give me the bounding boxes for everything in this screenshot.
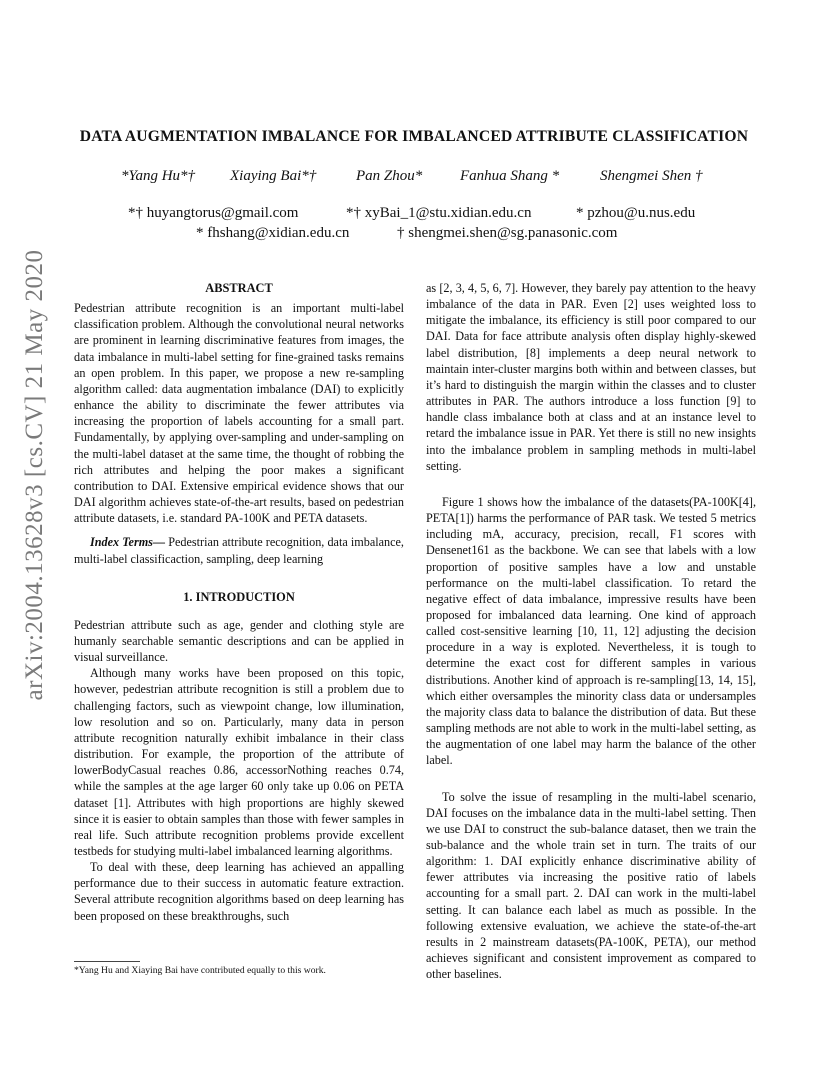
- index-terms: [74, 534, 404, 566]
- author-name: Shengmei Shen †: [600, 168, 703, 184]
- author-name: *Yang Hu*†: [121, 168, 196, 184]
- email[interactable]: * pzhou@u.nus.edu: [576, 205, 696, 221]
- intro-paragraph: To deal with these, deep learning has achieved an appalling performance due to their success in automatic feature extraction. Several attribute recognition algorithms based on deep learning has been proposed on these breakthroughs, such: [74, 860, 404, 923]
- abstract-heading: ABSTRACT: [205, 281, 273, 295]
- intro-heading: 1. INTRODUCTION: [183, 589, 295, 604]
- email[interactable]: † shengmei.shen@sg.panasonic.com: [397, 225, 618, 241]
- footnote-rule: [74, 961, 140, 962]
- index-terms-label: Index Terms—: [90, 535, 166, 550]
- email[interactable]: *† huyangtorus@gmail.com: [128, 205, 299, 221]
- email[interactable]: * fhshang@xidian.edu.cn: [196, 225, 350, 241]
- index-terms-text: Pedestrian attribute recognition, data imbalance, multi-label classificaction, sampling, deep learning: [74, 535, 404, 566]
- author-name: Xiaying Bai*†: [230, 168, 317, 184]
- intro-paragraph: Although many works have been proposed on this topic, however, pedestrian attribute recognition is still a problem due to challenging factors, such as viewpoint change, low illumination, low resolution and so on. Particularly, many data in person attribute recognition naturally exhibit imbalance in their class distribution. For example, the proportion of the attribute of lowerBodyCasual reaches 0.86, accessorNothing reaches 0.74, while the samples at the age larger 60 only take up 0.06 on PETA dataset [1]. Attributes with high proportions are highly skewed since it is easier to obtain samples than those with fewer samples in real life. Such attribute recognition problems provide excellent testbeds for studying multi-label imbalanced learning algorithms.: [74, 666, 404, 858]
- author-name: Pan Zhou*: [356, 168, 423, 184]
- intro-paragraph: Pedestrian attribute such as age, gender and clothing style are humanly searchable semantic descriptions and can be applied in visual surveillance.: [74, 617, 404, 665]
- arxiv-identifier[interactable]: arXiv:2004.13628v3 [cs.CV] 21 May 2020: [21, 249, 48, 701]
- email[interactable]: *† xyBai_1@stu.xidian.edu.cn: [346, 205, 532, 221]
- body-paragraph: To solve the issue of resampling in the multi-label scenario, DAI focuses on the imbalance data in the multi-label setting. Then we use DAI to construct the sub-balance dataset, then we train the sub-balance and the whole train set in turn. The traits of our algorithm: 1. DAI explicitly enhance discriminative ability of fewer attributes via increasing the positive ratio of labels accounting for a small part. 2. DAI can work in the multi-label setting. It can balance each label as much as possible. In the following extensive evaluation, we achieve the state-of-the-art results in 2 mainstream datasets(PA-100K, PETA), our method achieves significant and consistent improvement as compared to other baselines.: [426, 789, 756, 982]
- body-paragraph: as [2, 3, 4, 5, 6, 7]. However, they barely pay attention to the heavy imbalance of the data in PAR. Even [2] uses weighted loss to mitigate the imbalance, its efficiency is still poor compared to our DAI. Data for face attribute analysis often display highly-skewed label distribution, [8] implements a deep neural network to maintain inter-cluster margins both within and between classes, but it’s hard to distinguish the margin within the classes and to cluster attributes in PAR. The authors introduce a loss function [9] to handle class imbalance both at class and at an instance level to retard the imbalance issue in PAR. Yet there is still no new insights into the imbalance problem in sampling methods in multi-label setting.: [426, 281, 756, 473]
- body-paragraph: Figure 1 shows how the imbalance of the datasets(PA-100K[4], PETA[1]) harms the performance of PAR task. We tested 5 metrics including mA, accuracy, precision, recall, F1 scores with Densenet161 as the backbone. We can see that labels with a low proportion of positive samples have a low and unstable performance on the multi-label classification. To retard the negative effect of data imbalance, impressive results have been proposed for imbalanced data learning. One kind of approach called cost-sensitive learning [10, 11, 12] adjusting the decision procedure in a way is exploted. Nevertheless, it is tough to determine the exact cost for different samples in various distributions. Another kind of approach is re-sampling[13, 14, 15], which either oversamples the minority class data or undersamples the majority class data to balance the distribution of data. But these sampling methods are not able to work in the multi-label setting, as the augmentation of one label may harm the balance of the other label.: [426, 494, 756, 768]
- author-name: Fanhua Shang *: [460, 168, 560, 184]
- right-column: [426, 280, 756, 982]
- arxiv-sidebar: [10, 249, 60, 701]
- footnote: *Yang Hu and Xiaying Bai have contributed equally to this work.: [74, 965, 326, 976]
- abstract-text: Pedestrian attribute recognition is an important multi-label classification problem. Although the convolutional neural networks are prominent in learning discriminative features from images, the data imbalance in multi-label setting for fine-grained tasks remains an open problem. In this paper, we propose a new re-sampling algorithm called: data augmentation imbalance (DAI) to explicitly enhance the ability to discriminate the fewer attributes via increasing the proportion of labels accounting for a small part. Fundamentally, by applying over-sampling and under-sampling on the multi-label dataset at the same time, the thought of robbing the rich attributes and helping the poor makes a significant contribution to DAI. Extensive empirical evidence shows that our DAI algorithm achieves state-of-the-art results, based on pedestrian attribute datasets, i.e. standard PA-100K and PETA datasets.: [74, 301, 404, 526]
- paper-title: DATA AUGMENTATION IMBALANCE FOR IMBALANCED ATTRIBUTE CLASSIFICATION: [79, 128, 749, 145]
- left-column: [74, 280, 404, 924]
